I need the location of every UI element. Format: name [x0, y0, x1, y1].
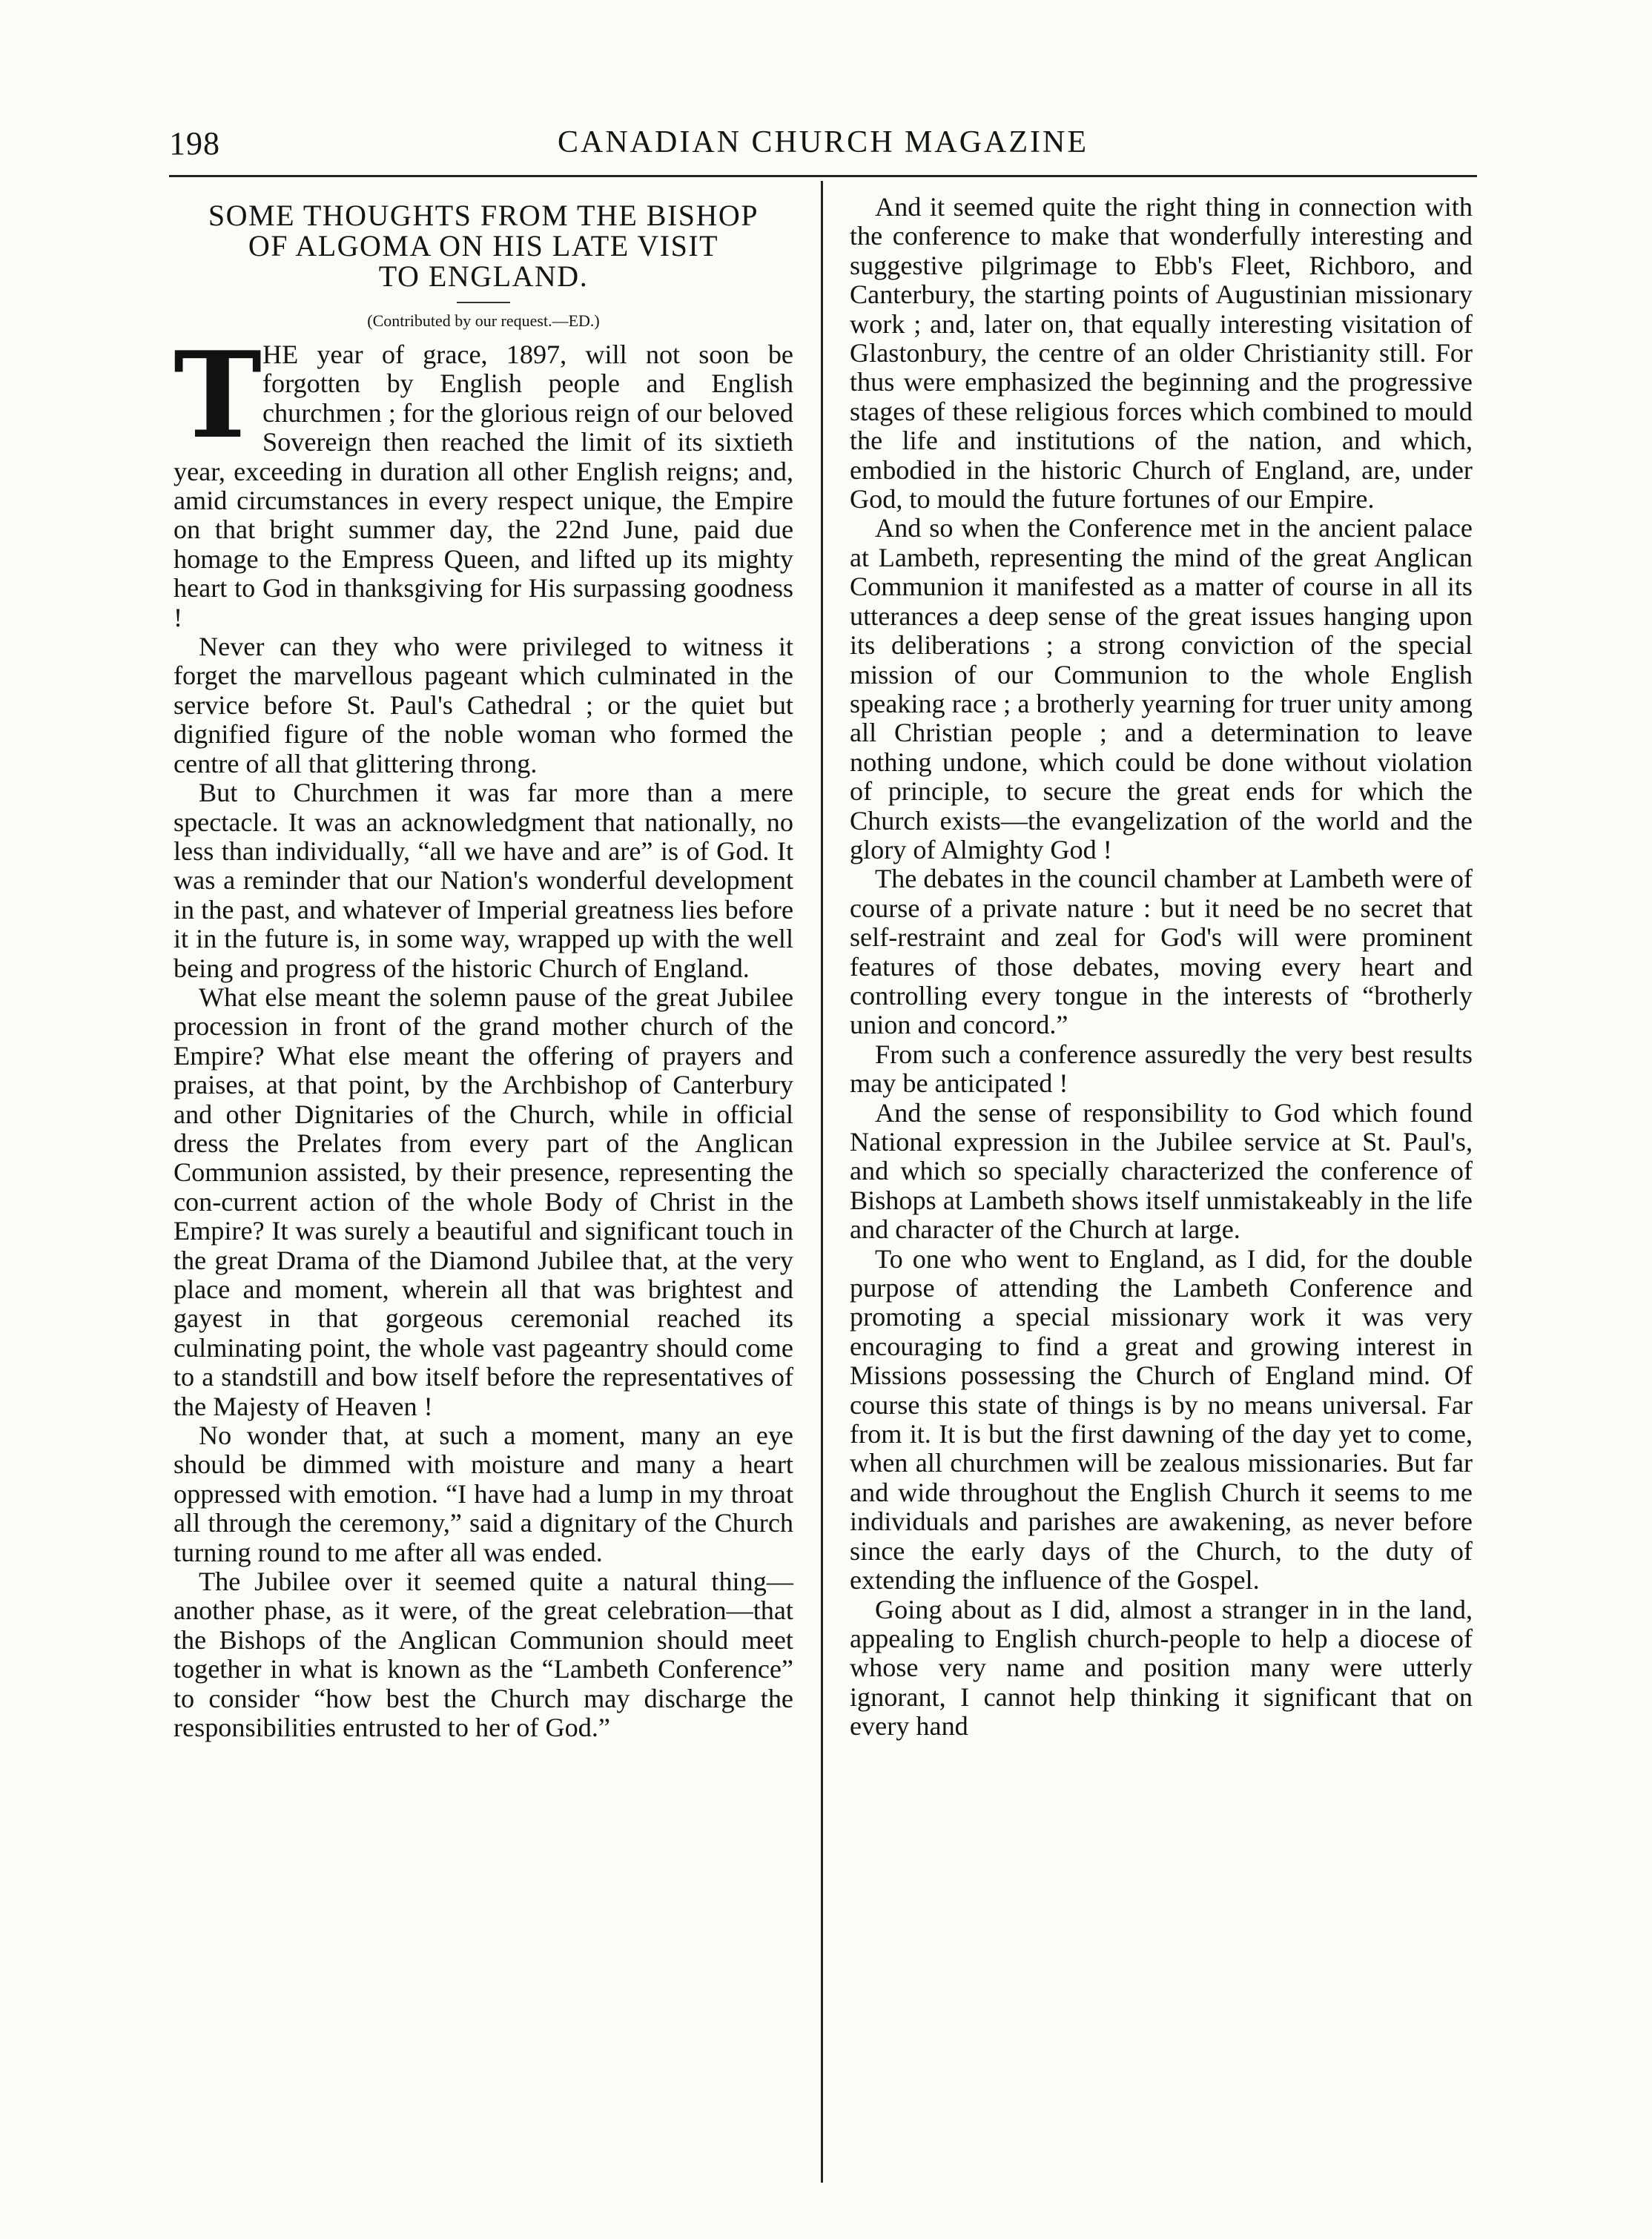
- body-paragraph: Never can they who were privileged to witness it forget the marvellous pageant which culminated in the service before St. Paul's Cathedral ; or the quiet but dignified figure of the noble woman who formed the centre of all that glittering throng.: [174, 632, 793, 778]
- article-title-line: TO ENGLAND.: [378, 259, 589, 293]
- body-paragraph: And the sense of responsibility to God which found National expression in the Jubilee service at St. Paul's, and which so specially characterized the conference of Bishops at Lambeth shows itself unmistakeably in the life and character of the Church at large.: [850, 1097, 1473, 1245]
- header-rule: [169, 175, 1477, 177]
- article-title-line: OF ALGOMA ON HIS LATE VISIT: [248, 229, 719, 262]
- body-paragraph: And so when the Conference met in the ancient palace at Lambeth, representing the mind of the great Anglican Communion it manifested as a matter of course in all its utterances a deep sense of the great issues hanging upon its deliberations ; a strong conviction of the special mission of our Communion to the whole English speaking race ; a brotherly yearning for truer unity among all Christian people ; and a determination to leave nothing undone, which could be done without violation of principle, to secure the great ends for which the Church exists—the evangelization of the world and the glory of Almighty God !: [850, 513, 1473, 864]
- body-paragraph: From such a conference assuredly the very best results may be anticipated !: [850, 1039, 1473, 1099]
- paragraph-text: HE year of grace, 1897, will not soon be forgotten by English people and English churchmen ; for the glorious reign of our beloved Sovereign then reached the limit of its sixtieth year, exceeding in duration all other English reigns; and, amid circumstances in every respect unique, the Empire on that bright summer day, the 22nd June, paid due homage to the Empress Queen, and lifted up its mighty heart to God in thanksgiving for His surpassing goodness !: [174, 340, 793, 632]
- body-paragraph: What else meant the solemn pause of the great Jubilee procession in front of the grand mother church of the Empire? What else meant the offering of prayers and praises, at that point, by the Archbishop of Canterbury and other Dignitaries of the Church, while in official dress the Prelates from every part of the Anglican Communion assisted, by their presence, representing the con-current action of the whole Body of Christ in the Empire? It was surely a beautiful and significant touch in the great Drama of the Diamond Jubilee that, at the very place and moment, wherein all that was brightest and gayest in that gorgeous ceremonial reached its culminating point, the whole vast pageantry should come to a standstill and bow itself before the representatives of the Majesty of Heaven !: [174, 982, 793, 1421]
- page-number: 198: [169, 125, 220, 162]
- body-paragraph: No wonder that, at such a moment, many an eye should be dimmed with moisture and many a heart oppressed with emotion. “I have had a lump in my throat all through the ceremony,” said a dignitary of the Church turning round to me after all was ended.: [174, 1421, 793, 1567]
- page-header: [169, 125, 1477, 169]
- title-rule: [457, 302, 510, 303]
- running-title: CANADIAN CHURCH MAGAZINE: [558, 125, 1088, 159]
- body-paragraph: The debates in the council chamber at Lambeth were of course of a private nature : but it need be no secret that self-restraint and zeal for God's will were prominent features of those debates, moving every heart and controlling every tongue in the interests of “brotherly union and concord.”: [850, 864, 1473, 1040]
- article-title: [174, 200, 793, 291]
- body-paragraph: The Jubilee over it seemed quite a natural thing—another phase, as it were, of the great celebration—that the Bishops of the Anglican Communion should meet together in what is known as the “Lambeth Conference” to consider “how best the Church may discharge the responsibilities entrusted to her of God.”: [174, 1567, 793, 1743]
- body-paragraph: Going about as I did, almost a stranger in in the land, appealing to English church-people to help a diocese of whose very name and position many were utterly ignorant, I cannot help thinking it significant that on every hand: [850, 1594, 1473, 1742]
- article-credit: (Contributed by our request.—ED.): [367, 311, 600, 330]
- right-column: [850, 193, 1473, 1742]
- body-paragraph: [174, 325, 793, 632]
- body-paragraph: And it seemed quite the right thing in connection with the conference to make that wonderfully interesting and suggestive pilgrimage to Ebb's Fleet, Richboro, and Canterbury, the starting points of Augustinian missionary work ; and, later on, that equally interesting visitation of Glastonbury, the centre of an older Christianity still. For thus were emphasized the beginning and the progressive stages of these religious forces which combined to mould the life and institutions of the nation, and which, embodied in the historic Church of England, are, under God, to mould the future fortunes of our Empire.: [850, 192, 1473, 515]
- body-paragraph: To one who went to England, as I did, for the double purpose of attending the Lambeth Conference and promoting a special missionary work it was very encouraging to find a great and growing interest in Missions possessing the Church of England mind. Of course this state of things is by no means universal. Far from it. It is but the first dawning of the day yet to come, when all churchmen will be zealous missionaries. But far and wide throughout the English Church it seems to me individuals and parishes are awakening, as never before since the early days of the Church, to the duty of extending the influence of the Gospel.: [850, 1243, 1473, 1595]
- left-column: [174, 193, 793, 1743]
- article-title-line: SOME THOUGHTS FROM THE BISHOP: [208, 199, 759, 232]
- body-paragraph: But to Churchmen it was far more than a mere spectacle. It was an acknowledgment that nationally, no less than individually, “all we have and are” is of God. It was a reminder that our Nation's wonderful development in the past, and whatever of Imperial greatness lies before it in the future is, in some way, wrapped up with the well being and progress of the historic Church of England.: [174, 778, 794, 983]
- column-rule: [821, 181, 823, 2183]
- drop-cap: T: [174, 325, 262, 465]
